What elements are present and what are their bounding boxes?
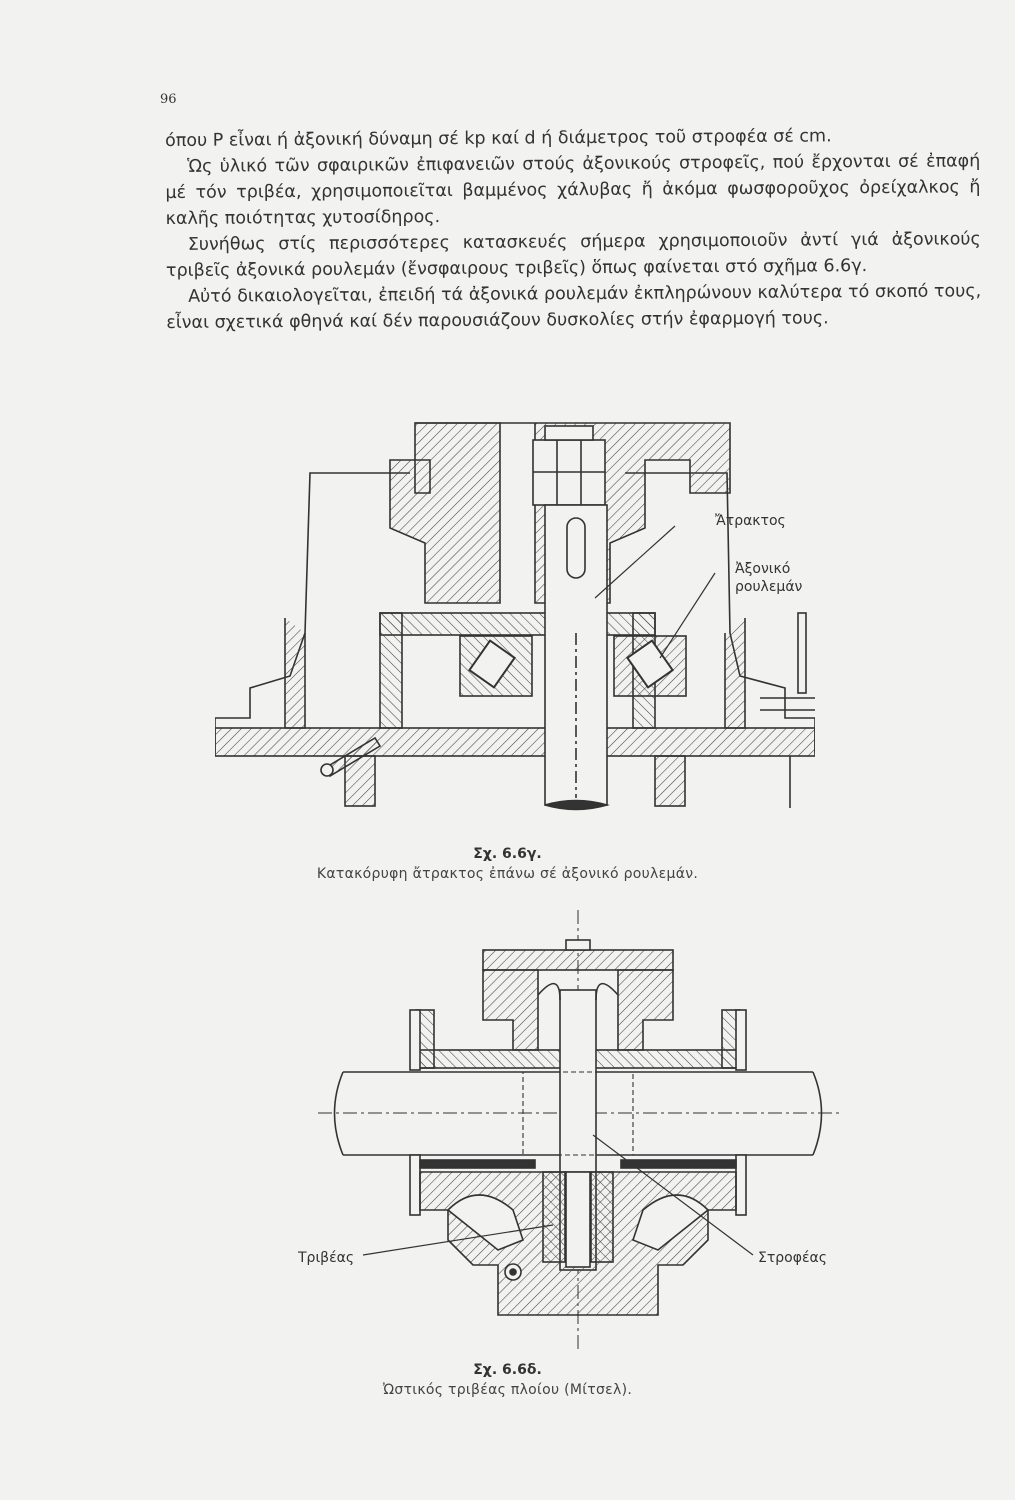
page-number: 96 [160,92,177,107]
figure-thrust-bearing [298,910,858,1355]
label-spindle: Ἄτρακτος [715,513,786,529]
body-text [165,122,981,336]
figure2-caption-number: Σχ. 6.6δ. [473,1362,542,1378]
paragraph-4: Αὐτό δικαιολογεῖται, ἐπειδή τά ἀξονικά ρουλεμάν ἐκπληρώνουν καλύτερα τό σκοπό τους, εἶναι σχετικά φθηνά καί δέν παρουσιάζουν δυσκολίες στήν ἐφαρμογή τους. [166,281,982,333]
figure-vertical-spindle [215,418,815,836]
figure1-caption [0,846,1015,882]
label-bearing-line1: Ἀξονικό [735,561,791,577]
figure1-caption-text: Κατακόρυφη ἄτρακτος ἐπάνω σέ ἀξονικό ρουλεμάν. [316,866,699,882]
figure1-caption-number: Σχ. 6.6γ. [473,846,542,862]
figure2-caption-text: Ὠστικός τριβέας πλοίου (Μίτσελ). [382,1382,633,1398]
paragraph-3: Συνήθως στίς περισσότερες κατασκευές σήμερα χρησιμοποιοῦν ἀντί γιά ἀξονικούς τριβεῖς ἀξονικά ρουλεμάν (ἔνσφαιρους τριβεῖς) ὅπως φαίνεται στό σχῆμα 6.6γ. [165,229,981,281]
label-thrust-collar: Στροφέας [758,1250,827,1266]
paragraph-2: Ὡς ὑλικό τῶν σφαιρικῶν ἐπιφανειῶν στούς ἀξονικούς στροφεῖς, πού ἔρχονται σέ ἐπαφή μέ τόν τριβέα, χρησιμοποιεῖται βαμμένος χάλυβας ἤ ἀκόμα φωσφοροῦχος ὀρείχαλκος ἤ καλῆς ποιότητας χυτοσίδηρος. [165,151,981,229]
label-bearing-shoe: Τριβέας [298,1250,355,1266]
paragraph-1: όπου P εἶναι ή ἀξονική δύναμη σέ kp καί d ή διάμετρος τοῦ στροφέα σέ cm. [165,126,832,151]
figure2-caption [0,1362,1015,1398]
label-bearing-line2: ρουλεμάν [735,579,803,595]
